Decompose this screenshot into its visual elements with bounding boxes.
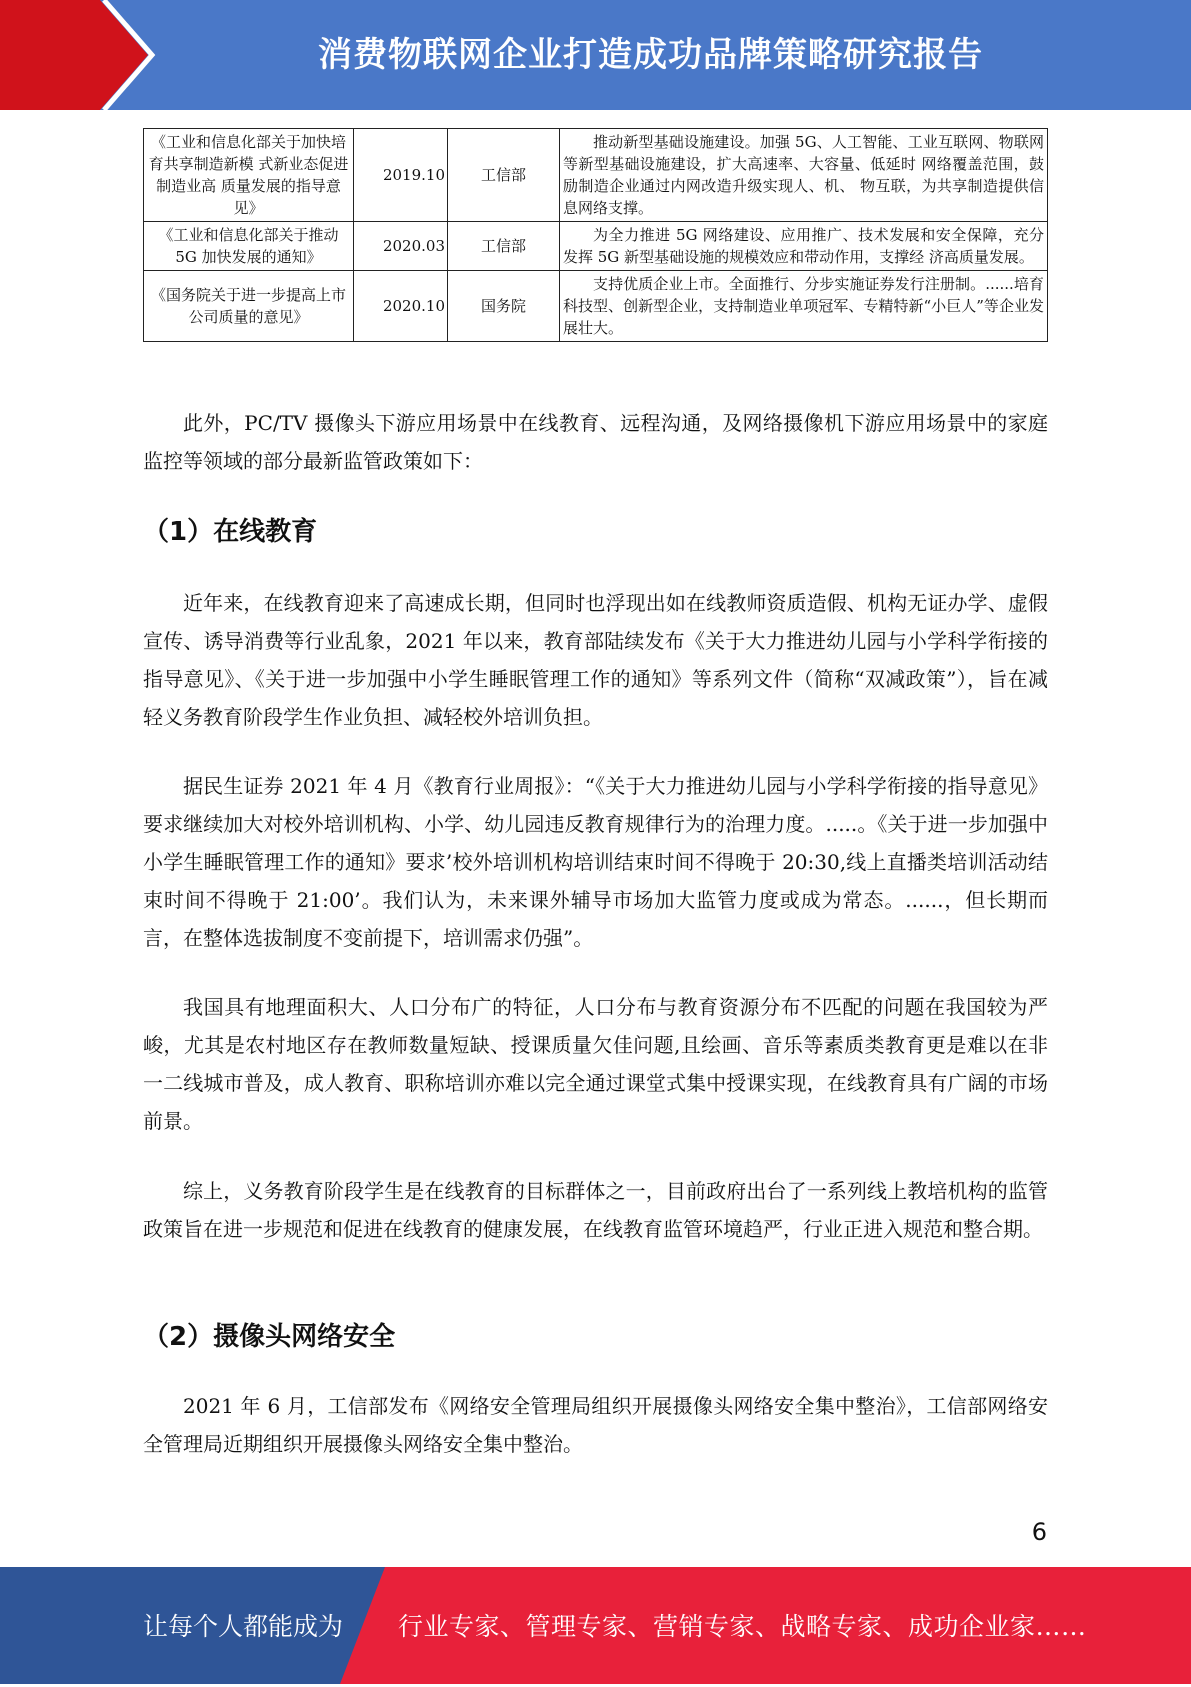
policy-table bbox=[143, 128, 1048, 342]
section1-body bbox=[143, 584, 1048, 736]
report-title: 消费物联网企业打造成功品牌策略研究报告 bbox=[318, 35, 983, 75]
intro-block bbox=[143, 404, 1048, 480]
policy-content-cell: 推动新型基础设施建设。加强 5G、人工智能、工业互联网、物联网等新型基础设施建设，扩大高速率、大容量、低延时 网络覆盖范围，鼓励制造企业通过内网改造升级实现人、机、 物互联，为共享制造提供信息网络支撑。 bbox=[560, 129, 1048, 222]
section1-body bbox=[143, 1172, 1048, 1248]
body-paragraph: 据民生证券 2021 年 4 月《教育行业周报》：“《关于大力推进幼儿园与小学科学衔接的指导意见》要求继续加大对校外培训机构、小学、幼儿园违反教育规律行为的治理力度。.....。《关于进一步加强中小学生睡眠管理工作的通知》要求’校外培训机构培训结束时间不得晚于 20:30,线上直播类培训活动结束时间不得晚于 21:00’。我们认为，未来课外辅导市场加大监管力度或成为常态。......，但长期而言，在整体选拔制度不变前提下，培训需求仍强”。 bbox=[143, 774, 1048, 950]
body-paragraph: 2021 年 6 月，工信部发布《网络安全管理局组织开展摄像头网络安全集中整治》，工信部网络安全管理局近期组织开展摄像头网络安全集中整治。 bbox=[143, 1394, 1048, 1456]
section-heading-online-education: （1）在线教育 bbox=[143, 517, 318, 547]
policy-date-cell: 2020.10 bbox=[354, 271, 448, 342]
policy-title-cell: 《工业和信息化部关于推动 5G 加快发展的通知》 bbox=[144, 222, 354, 271]
section-heading-camera-security: （2）摄像头网络安全 bbox=[143, 1322, 396, 1352]
footer-slogan-left: 让每个人都能成为 bbox=[143, 1612, 344, 1641]
policy-dept-cell: 国务院 bbox=[448, 271, 560, 342]
policy-date-cell: 2020.03 bbox=[354, 222, 448, 271]
footer-slogan-right: 行业专家、管理专家、营销专家、战略专家、成功企业家…… bbox=[398, 1612, 1087, 1641]
page-header bbox=[0, 0, 1191, 110]
body-paragraph: 近年来，在线教育迎来了高速成长期，但同时也浮现出如在线教师资质造假、机构无证办学、虚假宣传、诱导消费等行业乱象，2021 年以来，教育部陆续发布《关于大力推进幼儿园与小学科学衔接的指导意见》、《关于进一步加强中小学生睡眠管理工作的通知》等系列文件（简称“双减政策”），旨在减轻义务教育阶段学生作业负担、减轻校外培训负担。 bbox=[143, 591, 1048, 729]
body-paragraph: 我国具有地理面积大、人口分布广的特征，人口分布与教育资源分布不匹配的问题在我国较为严峻，尤其是农村地区存在教师数量短缺、授课质量欠佳问题,且绘画、音乐等素质类教育更是难以在非一二线城市普及，成人教育、职称培训亦难以完全通过课堂式集中授课实现，在线教育具有广阔的市场前景。 bbox=[143, 995, 1048, 1133]
section1-body bbox=[143, 988, 1048, 1140]
table-row bbox=[144, 129, 1048, 222]
page-number: 6 bbox=[1031, 1518, 1047, 1546]
table-row bbox=[144, 222, 1048, 271]
policy-date-cell: 2019.10 bbox=[354, 129, 448, 222]
table-row bbox=[144, 271, 1048, 342]
section1-body bbox=[143, 767, 1048, 957]
policy-dept-cell: 工信部 bbox=[448, 222, 560, 271]
policy-title-cell: 《工业和信息化部关于加快培育共享制造新模 式新业态促进制造业高 质量发展的指导意见》 bbox=[144, 129, 354, 222]
policy-title-cell: 《国务院关于进一步提高上市公司质量的意见》 bbox=[144, 271, 354, 342]
header-chevron-decoration bbox=[0, 0, 160, 110]
section2-body bbox=[143, 1387, 1048, 1463]
page-footer bbox=[0, 1567, 1191, 1684]
body-paragraph: 综上，义务教育阶段学生是在线教育的目标群体之一，目前政府出台了一系列线上教培机构的监管政策旨在进一步规范和促进在线教育的健康发展，在线教育监管环境趋严，行业正进入规范和整合期。 bbox=[143, 1179, 1048, 1241]
policy-content-cell: 为全力推进 5G 网络建设、应用推广、技术发展和安全保障，充分发挥 5G 新型基础设施的规模效应和带动作用，支撑经 济高质量发展。 bbox=[560, 222, 1048, 271]
policy-dept-cell: 工信部 bbox=[448, 129, 560, 222]
intro-paragraph: 此外，PC/TV 摄像头下游应用场景中在线教育、远程沟通，及网络摄像机下游应用场景中的家庭监控等领域的部分最新监管政策如下： bbox=[143, 411, 1048, 473]
policy-content-cell: 支持优质企业上市。全面推行、分步实施证券发行注册制。......培育科技型、创新型企业，支持制造业单项冠军、专精特新“小巨人”等企业发展壮大。 bbox=[560, 271, 1048, 342]
